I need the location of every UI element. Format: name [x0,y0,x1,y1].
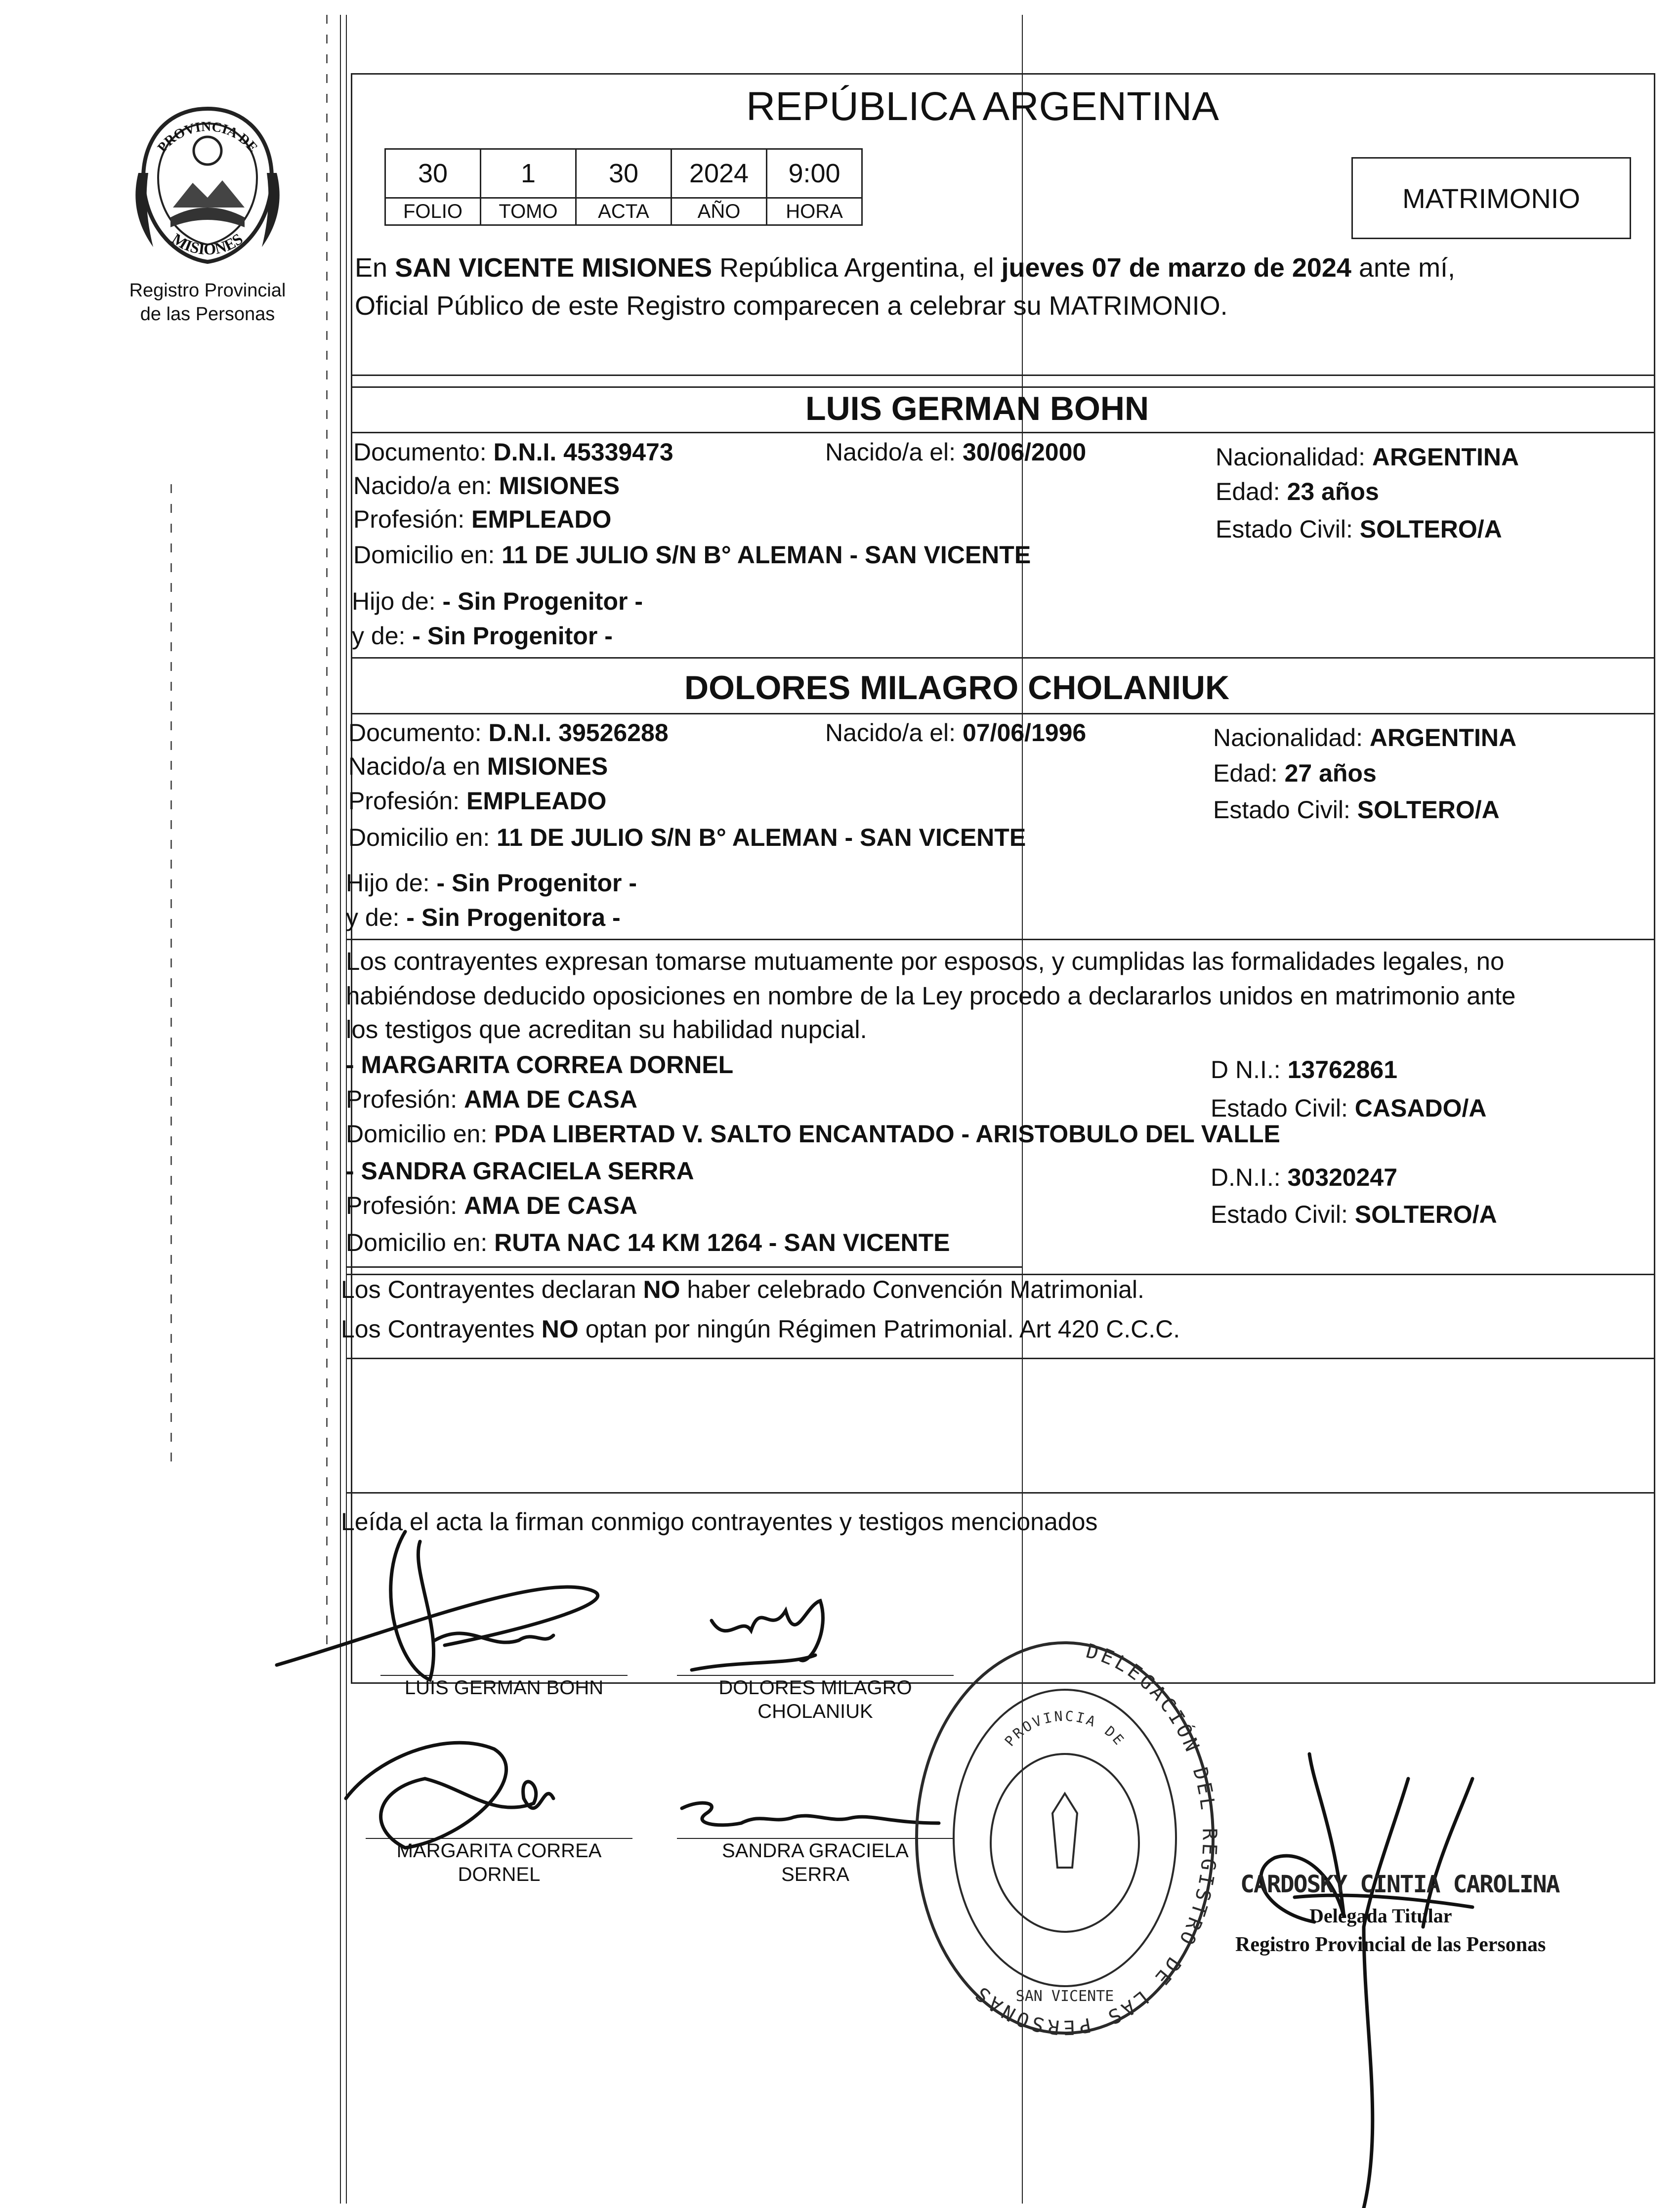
act-type: MATRIMONIO [1402,182,1580,214]
label: Profesión: [353,505,472,533]
label: D.N.I.: [1211,1164,1288,1191]
declaration-line-3: los testigos que acreditan su habilidad nupcial. [346,1015,867,1043]
intro-text-c: ante mí, [1351,253,1456,283]
stamp-ring-text: DELEGACIÓN DEL REGISTRO DE LAS PERSONAS [969,1639,1221,2039]
value: MISIONES [499,472,620,500]
label: Nacido/a el: [825,438,963,466]
label: Estado Civil: [1216,515,1360,543]
emphasis: NO [541,1315,579,1343]
caption-line: CHOLANIUK [757,1701,873,1722]
value: - Sin Progenitora - [406,904,621,931]
value: 27 años [1284,759,1377,787]
label: Estado Civil: [1211,1094,1355,1122]
folio-label: FOLIO [385,198,481,225]
spouse2-name: DOLORES MILAGRO CHOLANIUK [684,669,1230,707]
seal-top-text: PROVINCIA DE [154,119,261,156]
value: CASADO/A [1354,1094,1487,1122]
label: Documento: [353,438,494,466]
label: Estado Civil: [1211,1201,1355,1228]
label: Edad: [1213,759,1285,787]
text: optan por ningún Régimen Patrimonial. Art 420 C.C.C. [578,1315,1180,1343]
intro-text-b: República Argentina, el [712,253,1002,283]
svg-text:PROVINCIA DE [1002,1708,1129,1750]
official-org: Registro Provincial de las Personas [1235,1933,1546,1956]
intro-place: SAN VICENTE MISIONES [395,253,713,283]
caption-line: MARGARITA CORREA [396,1840,602,1862]
sig2-scribble [692,1601,823,1670]
value: RUTA NAC 14 KM 1264 - SAN VICENTE [494,1229,950,1256]
registry-name-line1: Registro Provincial [129,280,286,301]
value: MISIONES [487,752,608,780]
caption-line: SERRA [781,1864,849,1885]
label: y de: [352,622,413,650]
official-signature [1261,1754,1472,2208]
acta-label: ACTA [576,198,672,225]
label: y de: [346,904,407,931]
label: Domicilio en: [348,824,497,851]
label: Nacido/a en [348,752,487,780]
intro-line-2: Oficial Público de este Registro comparecen a celebrar su MATRIMONIO. [355,291,1228,321]
witness1-name: - MARGARITA CORREA DORNEL [346,1051,734,1079]
hora-label: HORA [767,198,862,225]
ano-label: AÑO [672,198,767,225]
acta-value: 30 [576,149,672,198]
label: Estado Civil: [1213,796,1357,824]
label: Nacionalidad: [1213,724,1370,751]
text: haber celebrado Convención Matrimonial. [680,1276,1144,1303]
value: 13762861 [1287,1056,1398,1083]
caption-line: DOLORES MILAGRO [718,1677,912,1699]
signatures-intro: Leída el acta la firman conmigo contrayentes y testigos mencionados [341,1508,1098,1536]
seal-bottom-text: MISIONES [168,229,247,258]
value: D.N.I. 39526288 [488,719,669,747]
official-stamp [904,1635,1225,2050]
value: D.N.I. 45339473 [493,438,673,466]
label: Domicilio en: [346,1229,495,1256]
value: - Sin Progenitor - [436,869,637,897]
label: Hijo de: [352,587,443,615]
value: ARGENTINA [1372,443,1519,471]
sig1-scribble [277,1532,598,1680]
text: Los Contrayentes [341,1315,542,1343]
label: Edad: [1216,478,1287,505]
spouse1-name: LUIS GERMAN BOHN [805,390,1149,427]
value: 30/06/2000 [962,438,1087,466]
official-role: Delegada Titular [1309,1905,1452,1927]
value: PDA LIBERTAD V. SALTO ENCANTADO - ARISTOBULO DEL VALLE [494,1120,1280,1148]
value: 07/06/1996 [962,719,1087,747]
value: 11 DE JULIO S/N B° ALEMAN - SAN VICENTE [502,541,1031,569]
value: - Sin Progenitor - [442,587,643,615]
label: Nacionalidad: [1216,443,1372,471]
hora-value: 9:00 [767,149,862,198]
registry-name-line2: de las Personas [140,303,275,325]
value: SOLTERO/A [1357,796,1500,824]
sig3-scribble [346,1743,553,1848]
value: AMA DE CASA [464,1192,637,1219]
label: Nacido/a en: [353,472,499,500]
label: Nacido/a el: [825,719,963,747]
value: 30320247 [1287,1164,1398,1191]
tomo-value: 1 [481,149,576,198]
ano-value: 2024 [672,149,767,198]
declaration-line-2: habiéndose deducido oposiciones en nombre de la Ley procedo a declararlos unidos en matrimonio ante [346,982,1516,1010]
value: SOLTERO/A [1354,1201,1497,1228]
label: Domicilio en: [353,541,502,569]
tomo-label: TOMO [481,198,576,225]
value: EMPLEADO [471,505,612,533]
value: 23 años [1287,478,1379,505]
intro-text-a: En [355,253,395,283]
stamp-inner-text: PROVINCIA DE [1001,1708,1129,1750]
caption-line: LUIS GERMAN BOHN [404,1677,604,1699]
value: EMPLEADO [466,787,607,815]
label: D N.I.: [1211,1056,1288,1083]
value: AMA DE CASA [464,1085,637,1113]
svg-text:DELEGACIÓN DEL REGISTRO DE LAS [969,1640,1220,2039]
sig4-scribble [682,1803,939,1825]
value: SOLTERO/A [1359,515,1502,543]
text: Los Contrayentes declaran [341,1276,643,1303]
value: - Sin Progenitor - [412,622,613,650]
emphasis: NO [643,1276,680,1303]
value: 11 DE JULIO S/N B° ALEMAN - SAN VICENTE [497,824,1026,851]
official-name: CARDOSKY CINTIA CAROLINA [1240,1871,1559,1898]
folio-value: 30 [385,149,481,198]
caption-line: DORNEL [458,1864,541,1885]
label: Profesión: [346,1192,464,1219]
caption-line: SANDRA GRACIELA [722,1840,909,1862]
document-title: REPÚBLICA ARGENTINA [746,84,1219,129]
label: Hijo de: [346,869,437,897]
label: Domicilio en: [346,1120,495,1148]
label: Profesión: [348,787,467,815]
declaration-line-1: Los contrayentes expresan tomarse mutuamente por esposos, y cumplidas las formalidades legales, no [346,947,1505,975]
stamp-bottom-text: SAN VICENTE [1015,1988,1114,2005]
intro-date: jueves 07 de marzo de 2024 [1001,253,1351,283]
label: Documento: [348,719,489,747]
label: Profesión: [346,1085,464,1113]
witness2-name: - SANDRA GRACIELA SERRA [346,1157,694,1185]
value: ARGENTINA [1369,724,1517,751]
